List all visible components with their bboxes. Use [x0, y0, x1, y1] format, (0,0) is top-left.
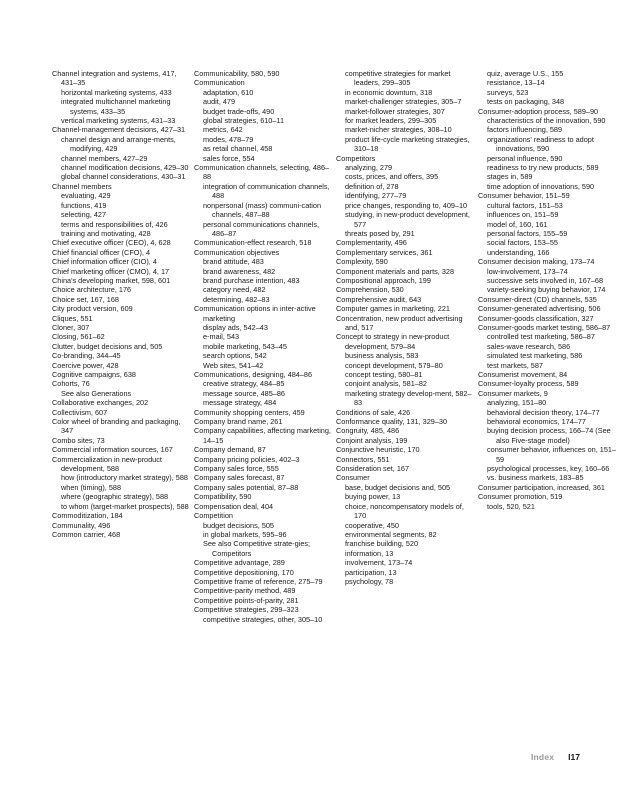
index-subentry: to whom (target-market prospects), 588 [61, 501, 189, 511]
index-subentry: psychology, 78 [345, 576, 394, 586]
index-entry: Channel members [52, 181, 112, 191]
index-column-1 [52, 69, 190, 539]
index-entry: Communication-effect research, 518 [194, 238, 312, 248]
index-entry: Choice architecture, 176 [52, 285, 132, 295]
index-entry: Competitive-parity method, 489 [194, 586, 296, 596]
index-entry: Common carrier, 468 [52, 529, 121, 539]
index-entry: Channel-management decisions, 427–31 [52, 125, 186, 135]
index-entry: Competitive advantage, 289 [194, 558, 285, 568]
index-subentry: category need, 482 [203, 285, 266, 295]
index-subentry: product life-cycle marketing strategies, 310–18 [345, 134, 470, 154]
index-subentry: brand awareness, 482 [203, 266, 276, 276]
index-entry: Coercive power, 428 [52, 360, 119, 370]
index-entry: Consideration set, 167 [336, 464, 410, 474]
index-subentry: concept development, 579–80 [345, 360, 443, 370]
index-entry: Compensation deal, 404 [194, 501, 274, 511]
index-entry: Consumerist movement, 84 [478, 370, 568, 379]
index-subentry: See also Generations [61, 388, 132, 398]
index-entry: Conjunctive heuristic, 170 [336, 445, 420, 455]
index-entry: Company brand name, 261 [194, 417, 283, 427]
index-subentry: metrics, 642 [203, 125, 243, 135]
index-subentry: buying power, 13 [345, 492, 401, 502]
index-subentry: determining, 482–83 [203, 294, 270, 304]
index-entry: Consumer participation, increased, 361 [478, 482, 605, 492]
index-subentry: vertical marketing systems, 431–33 [61, 116, 176, 126]
index-entry: Company capabilities, affecting marketing, 14–15 [194, 426, 331, 445]
index-entry: Consumer-direct (CD) channels, 535 [478, 294, 597, 304]
index-subentry: integrated multichannel marketing systems, 433–35 [61, 97, 171, 116]
index-entry: Choice set, 167, 168 [52, 294, 119, 304]
index-subentry: horizontal marketing systems, 433 [61, 87, 172, 97]
index-subentry: vs. business markets, 183–85 [487, 473, 584, 483]
index-entry: Competition [194, 511, 233, 521]
index-subentry: conjoint analysis, 581–82 [345, 379, 427, 389]
index-entry: Consumer-goods market testing, 586–87 [478, 322, 611, 332]
index-subentry: integration of communication channels, 488 [203, 181, 330, 201]
index-subentry: price changes, responding to, 409–10 [345, 200, 468, 210]
index-subentry: marketing strategy develop-ment, 582–83 [345, 388, 472, 408]
index-subentry: behavioral economics, 174–77 [487, 417, 586, 427]
page-footer [470, 752, 580, 762]
index-entry: Channel integration and systems, 417, 431–35 [52, 69, 177, 88]
index-entry: Complementary services, 361 [336, 247, 433, 257]
index-subentry: stages in, 589 [487, 172, 533, 182]
index-subentry: information, 13 [345, 548, 394, 558]
index-entry: Comprehension, 530 [336, 285, 404, 295]
index-entry: Concentration, new product advertising and, 517 [336, 313, 463, 332]
index-entry: Complexity, 590 [336, 257, 388, 267]
index-subentry: identifying, 277–79 [345, 191, 407, 201]
index-subentry: influences on, 151–59 [487, 210, 559, 220]
index-entry: Conformance quality, 131, 329–30 [336, 417, 448, 427]
index-entry: Consumer promotion, 519 [478, 492, 563, 502]
index-subentry: brand attitude, 483 [203, 257, 264, 267]
index-entry: Company sales forecast, 87 [194, 473, 285, 483]
index-subentry: factors influencing, 589 [487, 125, 563, 135]
index-subentry: base, budget decisions and, 505 [345, 482, 451, 492]
index-entry: Consumer markets, 9 [478, 388, 548, 398]
index-entry: Compositional approach, 199 [336, 275, 431, 285]
index-entry: Cohorts, 76 [52, 379, 90, 389]
index-subentry: nonpersonal (mass) communi-cation channels, 487–88 [203, 200, 322, 220]
index-subentry: adaptation, 610 [203, 87, 254, 97]
index-subentry: display ads, 542–43 [203, 322, 268, 332]
index-subentry: channel modification decisions, 429–30 [61, 163, 189, 173]
index-subentry: for market leaders, 299–305 [345, 116, 437, 126]
index-subentry: successive sets involved in, 167–68 [487, 275, 604, 285]
index-entry: China's developing market, 598, 601 [52, 275, 171, 285]
index-subentry: resistance, 13–14 [487, 78, 545, 88]
index-entry: Component materials and parts, 328 [336, 266, 455, 276]
index-subentry: training and motivating, 428 [61, 228, 151, 238]
index-subentry: psychological processes, key, 160–66 [487, 464, 610, 474]
index-subentry: costs, prices, and offers, 395 [345, 172, 439, 182]
index-entry: Communication [194, 78, 245, 88]
index-subentry: market-follower strategies, 307 [345, 106, 445, 116]
index-subentry: threats posed by, 291 [345, 228, 415, 238]
index-subentry: cultural factors, 151–53 [487, 200, 563, 210]
index-entry: Consumer-loyalty process, 589 [478, 379, 579, 389]
index-entry: Connectors, 551 [336, 454, 390, 464]
index-subentry: analyzing, 151–80 [487, 398, 547, 408]
index-subentry: cooperative, 450 [345, 520, 399, 530]
index-entry: Congruity, 485, 486 [336, 426, 400, 436]
index-subentry: mobile marketing, 543–45 [203, 341, 287, 351]
index-subentry: model of, 160, 161 [487, 219, 548, 229]
index-subentry: readiness to try new products, 589 [487, 163, 599, 173]
index-subentry: quiz, average U.S., 155 [487, 69, 564, 78]
index-column-3 [336, 69, 474, 586]
index-entry: Consumer-adoption process, 589–90 [478, 106, 599, 116]
index-entry: City product version, 609 [52, 304, 133, 314]
running-footer-label: Index [530, 752, 555, 762]
index-entry: Company pricing policies, 402–3 [194, 454, 300, 464]
index-entry: Concept to strategy in new-product development, 579–84 [336, 332, 450, 351]
index-subentry: business analysis, 583 [345, 351, 419, 361]
index-subentry: analyzing, 279 [345, 163, 393, 173]
index-subentry: terms and responsibilities of, 426 [61, 219, 168, 229]
index-entry: Competitive depositioning, 170 [194, 567, 294, 577]
index-subentry: personal communications channels, 486–87 [203, 219, 320, 238]
index-entry: Clutter, budget decisions and, 505 [52, 341, 163, 351]
index-subentry: market-challenger strategies, 305–7 [345, 97, 462, 107]
index-subentry: creative strategy, 484–85 [203, 379, 285, 389]
index-subentry: social factors, 153–55 [487, 238, 558, 248]
index-subentry: Web sites, 541–42 [203, 360, 264, 370]
index-subentry: involvement, 173–74 [345, 558, 413, 568]
index-entry: Communication options in inter-active marketing [194, 304, 316, 323]
index-subentry: simulated test marketing, 586 [487, 351, 583, 361]
index-subentry: participation, 13 [345, 567, 397, 577]
index-entry: Collectivism, 607 [52, 407, 108, 417]
index-subentry: message strategy, 484 [203, 398, 277, 408]
index-entry: Commoditization, 184 [52, 511, 123, 521]
index-entry: Communicability, 580, 590 [194, 69, 280, 78]
index-subentry: consumer behavior, influences on, 151–59 [487, 445, 616, 464]
index-entry: Collaborative exchanges, 202 [52, 398, 149, 408]
index-entry: Cloner, 307 [52, 322, 90, 332]
index-subentry: e-mail, 543 [203, 332, 240, 342]
index-subentry: channel members, 427–29 [61, 153, 148, 163]
index-entry: Consumer-goods classification, 327 [478, 313, 594, 323]
index-subentry: time adoption of innovations, 590 [487, 181, 595, 191]
index-subentry: See also Competitive strate-gies; Competitors [203, 539, 311, 558]
index-entry: Compatibility, 590 [194, 492, 252, 502]
index-subentry: sales force, 554 [203, 153, 255, 163]
index-subentry: organizations' readiness to adopt innovations, 590 [487, 134, 594, 154]
index-entry: Commercial information sources, 167 [52, 445, 173, 455]
index-subentry: environmental segments, 82 [345, 529, 437, 539]
index-subentry: modes, 478–79 [203, 134, 254, 144]
index-subentry: franchise building, 520 [345, 539, 419, 549]
index-entry: Consumer-generated advertising, 506 [478, 304, 601, 314]
index-entry: Company demand, 87 [194, 445, 266, 455]
index-entry: Communality, 496 [52, 520, 111, 530]
index-entry: Consumer behavior, 151–59 [478, 191, 570, 201]
index-subentry: tools, 520, 521 [487, 501, 535, 511]
index-subentry: controlled test marketing, 586–87 [487, 332, 595, 342]
index-entry: Chief marketing officer (CMO), 4, 17 [52, 266, 170, 276]
index-entry: Commercialization in new-product development, 588 [52, 454, 162, 474]
index-subentry: selecting, 427 [61, 210, 107, 220]
index-subentry: surveys, 523 [487, 87, 529, 97]
index-subentry: market-nicher strategies, 308–10 [345, 125, 452, 135]
index-subentry: personal influence, 590 [487, 153, 563, 163]
index-subentry: budget decisions, 505 [203, 520, 274, 530]
index-entry: Company sales potential, 87–88 [194, 482, 299, 492]
page-number: I17 [568, 752, 580, 762]
index-entry: Conditions of sale, 426 [336, 407, 411, 417]
index-subentry: message source, 485–86 [203, 388, 285, 398]
index-entry: Competitive frame of reference, 275–79 [194, 576, 323, 586]
index-subentry: behavioral decision theory, 174–77 [487, 407, 600, 417]
index-entry: Consumer [336, 473, 370, 483]
index-entry: Combo sites, 73 [52, 435, 105, 445]
index-subentry: global channel considerations, 430–31 [61, 172, 186, 182]
index-entry: Competitive points-of-parity, 281 [194, 595, 299, 605]
index-entry: Conjoint analysis, 199 [336, 435, 408, 445]
index-subentry: global strategies, 610–11 [203, 116, 284, 126]
index-subentry: evaluating, 429 [61, 191, 111, 201]
index-entry: Competitive strategies, 299–323 [194, 605, 299, 615]
index-subentry: search options, 542 [203, 351, 267, 361]
index-subentry: sales-wave research, 586 [487, 341, 571, 351]
index-column-2 [194, 69, 332, 624]
index-subentry: when (timing), 588 [61, 482, 122, 492]
index-subentry: audit, 479 [203, 97, 236, 107]
index-subentry: definition of, 278 [345, 181, 399, 191]
index-entry: Consumer decision making, 173–74 [478, 257, 595, 267]
index-entry: Comprehensive audit, 643 [336, 294, 422, 304]
index-subentry: personal factors, 155–59 [487, 228, 568, 238]
index-entry: Complementarity, 496 [336, 238, 407, 248]
index-subentry: buying decision process, 166–74 (See also Five-stage model) [487, 426, 611, 445]
index-subentry: competitive strategies for market leaders, 299–305 [345, 69, 451, 88]
index-subentry: understanding, 166 [487, 247, 550, 257]
index-subentry: channel design and arrange-ments, modifying, 429 [61, 134, 176, 154]
index-entry: Cognitive campaigns, 638 [52, 370, 136, 379]
index-entry: Closing, 561–62 [52, 332, 105, 342]
index-subentry: budget trade-offs, 490 [203, 106, 275, 116]
index-subentry: competitive strategies, other, 305–10 [203, 614, 323, 624]
index-subentry: test markets, 587 [487, 360, 543, 370]
index-subentry: concept testing, 580–81 [345, 370, 423, 379]
index-entry: Color wheel of branding and packaging, 347 [52, 417, 181, 436]
index-subentry: as retail channel, 458 [203, 144, 273, 154]
index-entry: Communication channels, selecting, 486–88 [194, 163, 330, 182]
index-subentry: characteristics of the innovation, 590 [487, 116, 606, 126]
index-entry: Company sales force, 555 [194, 464, 279, 474]
index-entry: Chief information officer (CIO), 4 [52, 257, 157, 267]
index-entry: Communications, designing, 484–86 [194, 370, 313, 379]
index-entry: Community shopping centers, 459 [194, 407, 305, 417]
index-subentry: studying, in new-product development, 577 [345, 210, 470, 229]
index-subentry: choice, noncompensatory models of, 170 [345, 501, 464, 521]
index-entry: Chief financial officer (CFO), 4 [52, 247, 151, 257]
index-subentry: how (introductory market strategy), 588 [61, 473, 188, 483]
index-entry: Co-branding, 344–45 [52, 351, 121, 361]
index-entry: Competitors [336, 153, 376, 163]
index-subentry: brand purchase intention, 483 [203, 275, 300, 285]
index-subentry: variety-seeking buying behavior, 174 [487, 285, 606, 295]
index-entry: Chief executive officer (CEO), 4, 628 [52, 238, 171, 248]
index-entry: Cliques, 551 [52, 313, 93, 323]
index-subentry: functions, 419 [61, 200, 107, 210]
index-subentry: tests on packaging, 348 [487, 97, 565, 107]
index-subentry: low-involvement, 173–74 [487, 266, 568, 276]
index-subentry: where (geographic strategy), 588 [61, 492, 169, 502]
index-subentry: in economic downturn, 318 [345, 87, 433, 97]
index-entry: Computer games in marketing, 221 [336, 304, 450, 314]
index-subentry: in global markets, 595–96 [203, 529, 287, 539]
index-column-4 [478, 69, 616, 511]
index-entry: Communication objectives [194, 247, 280, 257]
